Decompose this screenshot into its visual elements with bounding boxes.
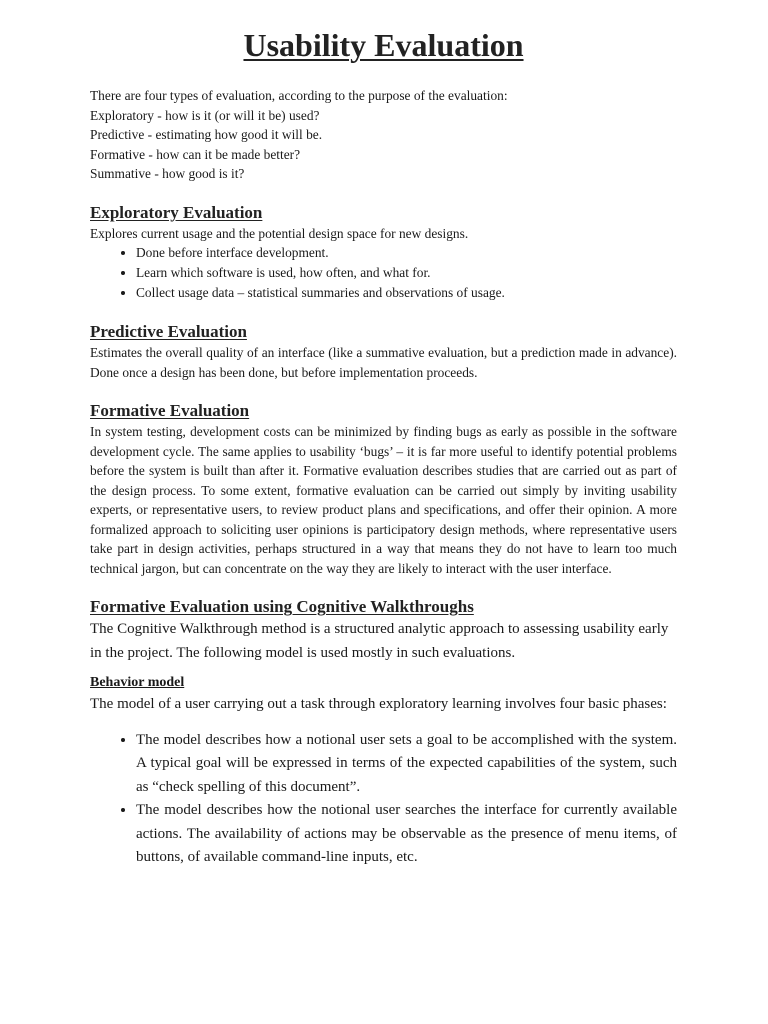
section-body: Estimates the overall quality of an interface (like a summative evaluation, but a prediction made in advance). Done once a design has been done, but before implementation proceeds. — [90, 345, 677, 380]
intro-line: Predictive - estimating how good it will be. — [90, 127, 323, 143]
list-item: • Done before interface development. — [136, 243, 677, 263]
section-body: Explores current usage and the potential design space for new designs. — [90, 225, 469, 241]
document-title: Usability Evaluation — [243, 27, 524, 63]
bullet-list — [90, 729, 677, 870]
list-item: • The model describes how the notional user searches the interface for currently available actions. The availability of actions may be observable as the presence of menu items, of buttons, of available command-line inputs, etc. — [136, 799, 677, 870]
bullet-list — [90, 243, 677, 303]
list-item: • Learn which software is used, how often, and what for. — [136, 263, 677, 283]
intro-block — [90, 86, 677, 184]
section-cognitive — [90, 618, 677, 870]
intro-line: Exploratory - how is it (or will it be) used? — [90, 107, 320, 123]
section-predictive — [90, 343, 677, 382]
section-heading-formative: Formative Evaluation — [90, 401, 250, 421]
subsection-body: The model of a user carrying out a task through exploratory learning involves four basic phases: — [90, 696, 667, 713]
section-heading-cognitive: Formative Evaluation using Cognitive Walkthroughs — [90, 597, 474, 617]
intro-line: Formative - how can it be made better? — [90, 146, 301, 162]
document-page — [90, 24, 677, 870]
subheading-behavior-model: Behavior model — [90, 675, 185, 691]
section-body: The Cognitive Walkthrough method is a structured analytic approach to assessing usability early in the project. The following model is used mostly in such evaluations. — [90, 621, 669, 661]
section-formative — [90, 422, 677, 578]
section-heading-exploratory: Exploratory Evaluation — [90, 202, 263, 222]
section-heading-predictive: Predictive Evaluation — [90, 322, 247, 342]
section-exploratory — [90, 224, 677, 304]
list-item: • The model describes how a notional user sets a goal to be accomplished with the system. A typical goal will be expressed in terms of the expected capabilities of the system, such as “check spelling of this document”. — [136, 729, 677, 800]
list-item: • Collect usage data – statistical summaries and observations of usage. — [136, 283, 677, 303]
intro-line: Summative - how good is it? — [90, 166, 245, 182]
intro-line: There are four types of evaluation, according to the purpose of the evaluation: — [90, 88, 508, 103]
section-body: In system testing, development costs can be minimized by finding bugs as early as possible in the software development cycle. The same applies to usability ‘bugs’ – it is far more useful to identify potential problems before the system is built than after it. Formative evaluation describes studies that are carried out as part of the design process. To some extent, formative evaluation can be carried out simply by inviting usability experts, or representative users, to review product plans and specifications, and offer their opinion. A more formalized approach to soliciting user opinions is participatory design methods, where representative users take part in design activities, perhaps structured in a way that means they do not have to learn too much technical jargon, but can concentrate on the way they are likely to interact with the user interface. — [90, 424, 677, 576]
